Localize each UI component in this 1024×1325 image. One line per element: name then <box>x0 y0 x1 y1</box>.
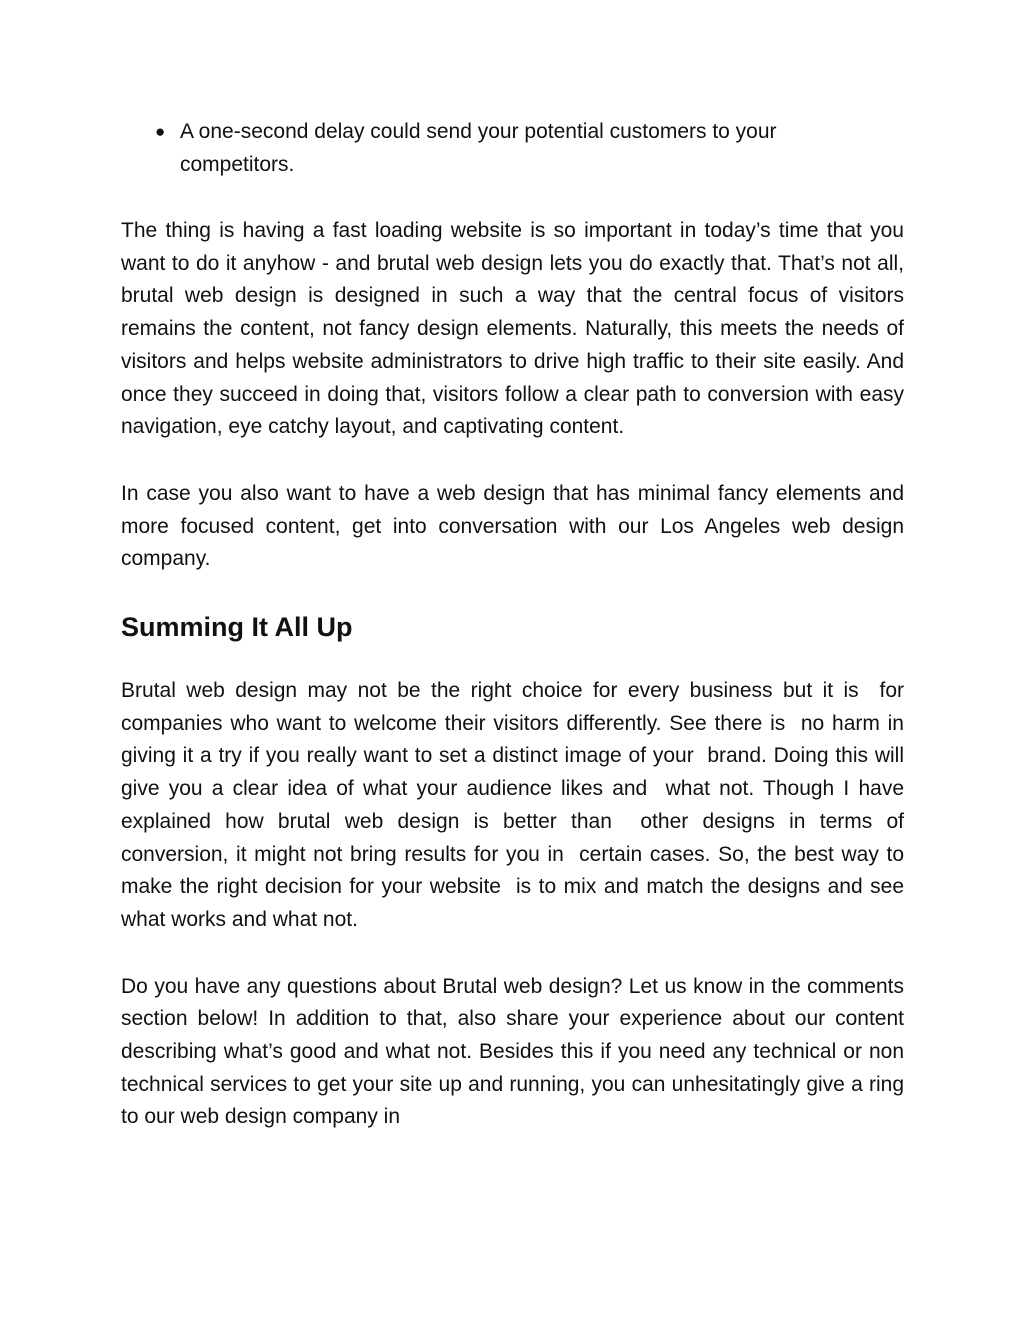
bullet-marker: ● <box>155 122 166 141</box>
bullet-list <box>121 115 904 181</box>
paragraph-summary: Brutal web design may not be the right choice for every business but it is for companies who want to welcome their visitors differently. See there is no harm in giving it a try if you really want to set a distinct image of your brand. Doing this will give you a clear idea of what your audience likes and what not. Though I have explained how brutal web design is better than other designs in terms of conversion, it might not bring results for you in certain cases. So, the best way to make the right decision for your website is to mix and match the designs and see what works and what not. <box>121 679 910 931</box>
paragraph-call-to-action: In case you also want to have a web design that has minimal fancy elements and more focused content, get into conversation with our Los Angeles web design company. <box>121 481 904 571</box>
list-item <box>121 115 904 181</box>
paragraph-questions: Do you have any questions about Brutal web design? Let us know in the comments section below! In addition to that, also share your experience about our content describing what’s good and what not. Besides this if you need any technical or non technical services to get your site up and running, you can unhesitatingly give a ring to our web design company in <box>121 974 904 1129</box>
bullet-text: A one-second delay could send your potential customers to your competitors. <box>180 120 777 176</box>
section-heading: Summing It All Up <box>121 612 353 643</box>
document-page <box>121 115 910 1168</box>
paragraph-fast-loading: The thing is having a fast loading website is so important in today’s time that you want to do it anyhow - and brutal web design lets you do exactly that. That’s not all, brutal web design is designed in such a way that the central focus of visitors remains the content, not fancy design elements. Naturally, this meets the needs of visitors and helps website administrators to drive high traffic to their site easily. And once they succeed in doing that, visitors follow a clear path to conversion with easy navigation, eye catchy layout, and captivating content. <box>121 219 904 439</box>
